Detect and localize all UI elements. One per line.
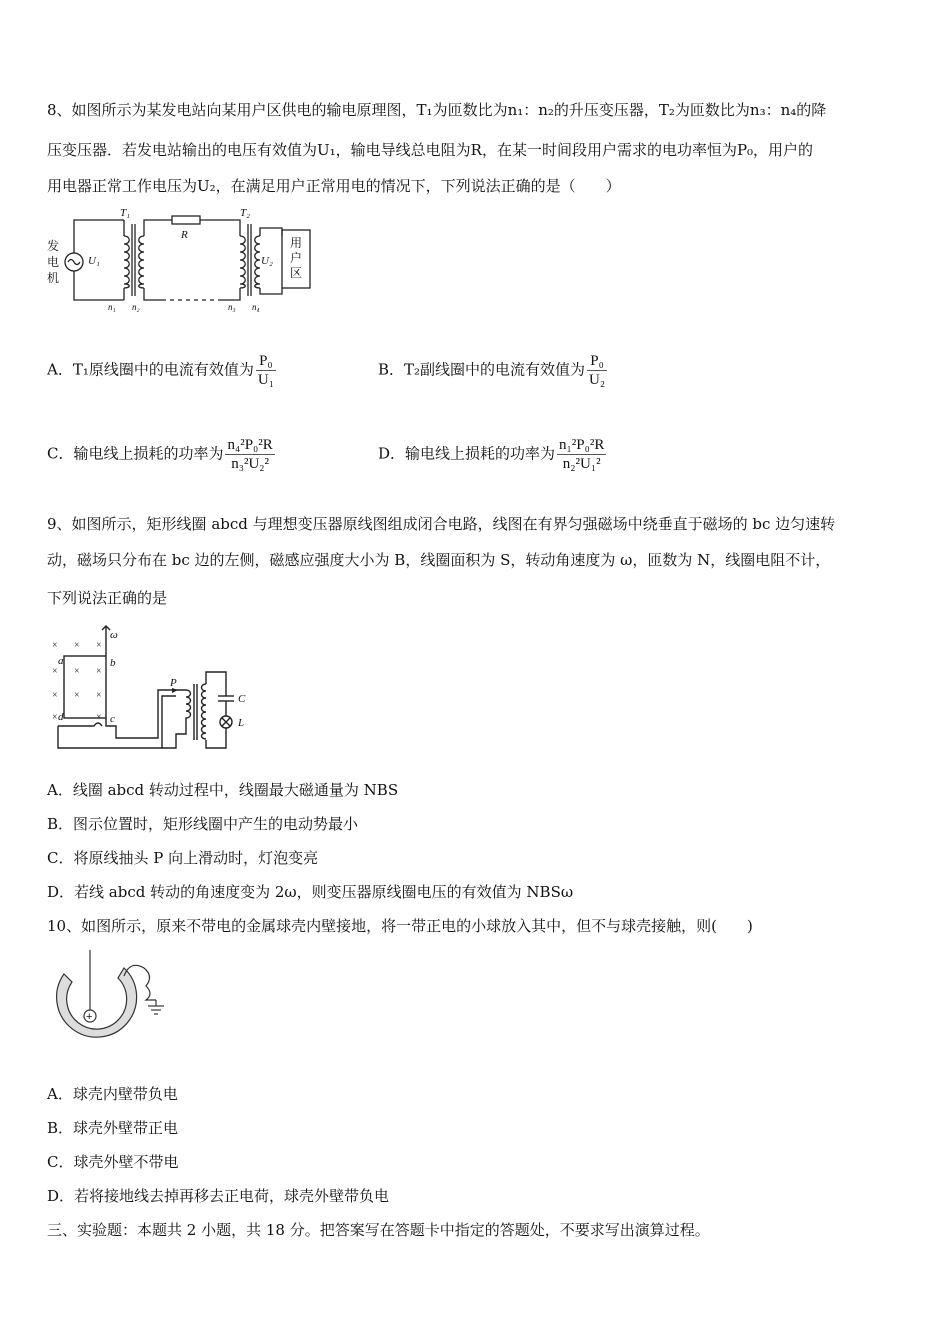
cross-mark: ×: [74, 640, 80, 651]
q9-c-label: c: [110, 713, 115, 725]
q8-user-char-3: 区: [290, 266, 303, 280]
fraction-denominator: U₁: [257, 372, 274, 388]
q8-option-a-fraction: [256, 352, 276, 389]
q9-omega-label: ω: [110, 629, 118, 641]
cross-mark: ×: [96, 640, 102, 651]
cross-mark: ×: [74, 666, 80, 677]
q8-option-b-text: B．T₂副线圈中的电流有效值为: [378, 360, 586, 379]
q8-stem-line-2: 压变压器．若发电站输出的电压有效值为U₁，输电导线总电阻为R，在某一时间段用户需求的电功率恒为P₀，用户的: [47, 141, 814, 159]
q8-u2-label: U₂: [261, 255, 273, 267]
q8-t2-label: T₂: [240, 207, 250, 219]
q8-option-b-fraction: [587, 352, 607, 389]
q8-option-c[interactable]: [47, 436, 275, 473]
q8-r-label: R: [181, 229, 188, 241]
cross-mark: ×: [96, 690, 102, 701]
q9-stem-line-2: 动，磁场只分布在 bc 边的左侧，磁感应强度大小为 B，线圈面积为 S，转动角速度为 ω，匝数为 N，线圈电阻不计，: [47, 551, 831, 569]
fraction-denominator: n₃²U₂²: [231, 456, 270, 472]
cross-mark: ×: [52, 690, 58, 701]
q10-option-c[interactable]: C．球壳外壁不带电: [47, 1153, 179, 1171]
section-3-heading: 三、实验题：本题共 2 小题，共 18 分。把答案写在答题卡中指定的答题处，不要求写出演算过程。: [47, 1221, 710, 1239]
q9-option-c[interactable]: C．将原线抽头 P 向上滑动时，灯泡变亮: [47, 849, 319, 867]
q9-stem-line-1: 9、如图所示，矩形线圈 abcd 与理想变压器原线图组成闭合电路，线图在有界匀强磁场中绕垂直于磁场的 bc 边匀速转: [47, 515, 836, 533]
q8-user-char-2: 户: [290, 251, 303, 265]
cross-mark: ×: [74, 690, 80, 701]
resistor-r: [172, 216, 200, 224]
q10-stem-line-1: 10、如图所示，原来不带电的金属球壳内壁接地，将一带正电的小球放入其中，但不与球壳接触，则( ): [47, 917, 753, 935]
q8-user-char-1: 用: [290, 236, 303, 250]
q9-capacitor-label: C: [238, 693, 246, 705]
q8-n2-label: n₂: [132, 302, 140, 312]
q8-stem-line-1: 8、如图所示为某发电站向某用户区供电的输电原理图，T₁为匝数比为n₁：n₂的升压变压器，T₂为匝数比为n₃：n₄的降: [47, 101, 827, 119]
q8-t1-label: T₁: [120, 207, 130, 219]
cross-mark: ×: [96, 712, 102, 723]
q9-stem-line-3: 下列说法正确的是: [47, 589, 168, 607]
cross-mark: ×: [52, 666, 58, 677]
fraction-numerator: n₄²P₀²R: [227, 437, 273, 453]
q10-spherical-shell-diagram: [44, 946, 174, 1064]
q8-option-a-text: A．T₁原线圈中的电流有效值为: [47, 360, 254, 379]
q8-generator-char-3: 机: [47, 271, 60, 285]
q8-u1-label: U₁: [88, 255, 100, 267]
q9-p-label: P: [170, 677, 177, 689]
q8-option-b[interactable]: [378, 352, 607, 389]
q8-option-c-text: C．输电线上损耗的功率为: [47, 444, 224, 463]
q8-option-d-fraction: [557, 436, 606, 473]
fraction-numerator: P₀: [256, 352, 276, 371]
cross-mark: ×: [52, 640, 58, 651]
q10-option-b[interactable]: B．球壳外壁带正电: [47, 1119, 179, 1137]
q9-coil-transformer-diagram: [44, 622, 254, 754]
fraction-numerator: n₁²P₀²R: [559, 437, 605, 453]
q8-option-a[interactable]: [47, 352, 276, 389]
q8-n3-label: n₃: [228, 302, 236, 312]
cross-mark: ×: [52, 712, 58, 723]
q8-stem-line-3: 用电器正常工作电压为U₂，在满足用户正常用电的情况下，下列说法正确的是（ ）: [47, 177, 621, 195]
q10-option-a[interactable]: A．球壳内壁带负电: [47, 1085, 178, 1103]
plus-charge-icon: +: [86, 1011, 93, 1023]
q9-a-label: a: [58, 655, 64, 667]
fraction-numerator: P₀: [587, 352, 607, 371]
q8-generator-char-2: 电: [47, 255, 60, 269]
fraction-denominator: U₂: [589, 372, 606, 388]
q9-option-a[interactable]: A．线圈 abcd 转动过程中，线圈最大磁通量为 NBS: [47, 781, 399, 799]
metal-shell: [57, 968, 137, 1037]
ground-icon: [148, 1000, 164, 1014]
q8-generator-char-1: 发: [47, 239, 60, 253]
q8-n1-label: n₁: [108, 302, 116, 312]
q9-lamp-label: L: [238, 717, 245, 729]
q9-option-b[interactable]: B．图示位置时，矩形线圈中产生的电动势最小: [47, 815, 359, 833]
fraction-denominator: n₂²U₁²: [562, 456, 601, 472]
q8-circuit-diagram: [44, 206, 334, 316]
q9-b-label: b: [110, 657, 116, 669]
q9-option-d[interactable]: D．若线 abcd 转动的角速度变为 2ω，则变压器原线圈电压的有效值为 NBSω: [47, 883, 574, 901]
q9-d-label: d: [58, 711, 64, 723]
cross-mark: ×: [96, 666, 102, 677]
q8-option-d-text: D．输电线上损耗的功率为: [378, 444, 556, 463]
q10-option-d[interactable]: D．若将接地线去掉再移去正电荷，球壳外壁带负电: [47, 1187, 390, 1205]
q8-option-d[interactable]: [378, 436, 606, 473]
q8-n4-label: n₄: [252, 302, 260, 312]
q8-option-c-fraction: [225, 436, 274, 473]
